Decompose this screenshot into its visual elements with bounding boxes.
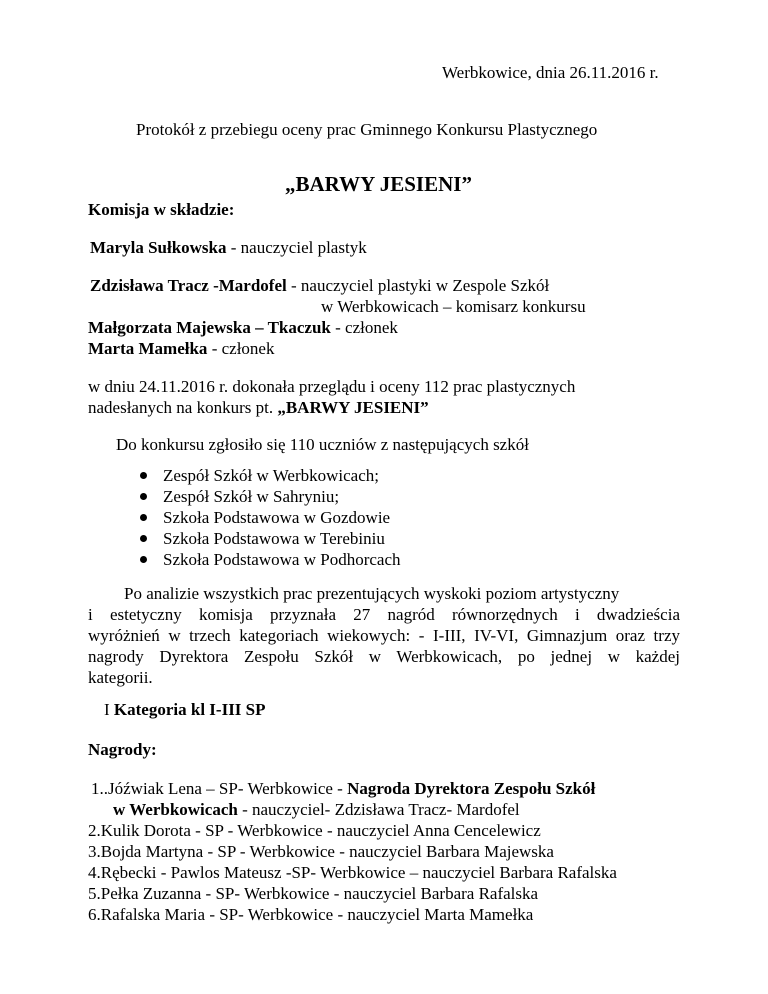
summary-paragraph [88, 583, 680, 688]
list-item: Zespół Szkół w Werbkowicach; [140, 465, 401, 486]
bullet-icon [140, 493, 147, 500]
prize-item-3: 3.Bojda Martyna - SP - Werbkowice - nauczyciel Barbara Majewska [88, 842, 554, 861]
prize-item-1: 1..Jóźwiak Lena – SP- Werbkowice - Nagroda Dyrektora Zespołu Szkół [91, 779, 596, 798]
committee-heading: Komisja w składzie: [88, 200, 235, 219]
bullet-icon [140, 535, 147, 542]
list-item: Szkoła Podstawowa w Terebiniu [140, 528, 401, 549]
summary-line: wyróżnień w trzech kategoriach wiekowych: - I-III, IV-VI, Gimnazjum oraz trzy [88, 626, 680, 645]
review-line-1: w dniu 24.11.2016 r. dokonała przeglądu i oceny 112 prac plastycznych [88, 377, 576, 396]
committee-member-4: Marta Mamełka - członek [88, 339, 275, 358]
review-line-2: nadesłanych na konkurs pt. „BARWY JESIENI” [88, 398, 429, 417]
bullet-icon [140, 472, 147, 479]
summary-line: i estetyczny komisja przyznała 27 nagród równorzędnych i dwadzieścia [88, 605, 680, 624]
place-date: Werbkowice, dnia 26.11.2016 r. [442, 63, 659, 82]
list-item: Szkoła Podstawowa w Podhorcach [140, 549, 401, 570]
prize-item-5: 5.Pełka Zuzanna - SP- Werbkowice - nauczyciel Barbara Rafalska [88, 884, 539, 903]
prize-item-4: 4.Rębecki - Pawlos Mateusz -SP- Werbkowice – nauczyciel Barbara Rafalska [88, 863, 617, 882]
bullet-icon [140, 514, 147, 521]
list-item: Szkoła Podstawowa w Gozdowie [140, 507, 401, 528]
protocol-title: Protokół z przebiegu oceny prac Gminnego Konkursu Plastycznego [136, 120, 598, 139]
bullet-icon [140, 556, 147, 563]
summary-line: nagrody Dyrektora Zespołu Szkół w Werbkowicach, po jednej w każdej [88, 647, 680, 666]
prize-item-1-cont: w Werbkowicach - nauczyciel- Zdzisława Tracz- Mardofel [113, 800, 520, 819]
committee-member-3: Małgorzata Majewska – Tkaczuk - członek [88, 318, 398, 337]
schools-list [140, 465, 401, 570]
applicants-intro: Do konkursu zgłosiło się 110 uczniów z następujących szkół [116, 435, 529, 454]
committee-member-2-cont: w Werbkowicach – komisarz konkursu [321, 297, 586, 316]
committee-member-1: Maryla Sułkowska - nauczyciel plastyk [90, 238, 367, 257]
category-heading: I Kategoria kl I-III SP [104, 700, 266, 719]
prize-item-6: 6.Rafalska Maria - SP- Werbkowice - nauczyciel Marta Mamełka [88, 905, 534, 924]
committee-member-2: Zdzisława Tracz -Mardofel - nauczyciel plastyki w Zespole Szkół [90, 276, 550, 295]
prizes-heading: Nagrody: [88, 740, 157, 759]
contest-name: „BARWY JESIENI” [285, 172, 472, 196]
summary-line: Po analizie wszystkich prac prezentujących wyskoki poziom artystyczny [124, 584, 620, 603]
list-item: Zespół Szkół w Sahryniu; [140, 486, 401, 507]
prize-item-2: 2.Kulik Dorota - SP - Werbkowice - nauczyciel Anna Cencelewicz [88, 821, 541, 840]
summary-line: kategorii. [88, 668, 153, 687]
